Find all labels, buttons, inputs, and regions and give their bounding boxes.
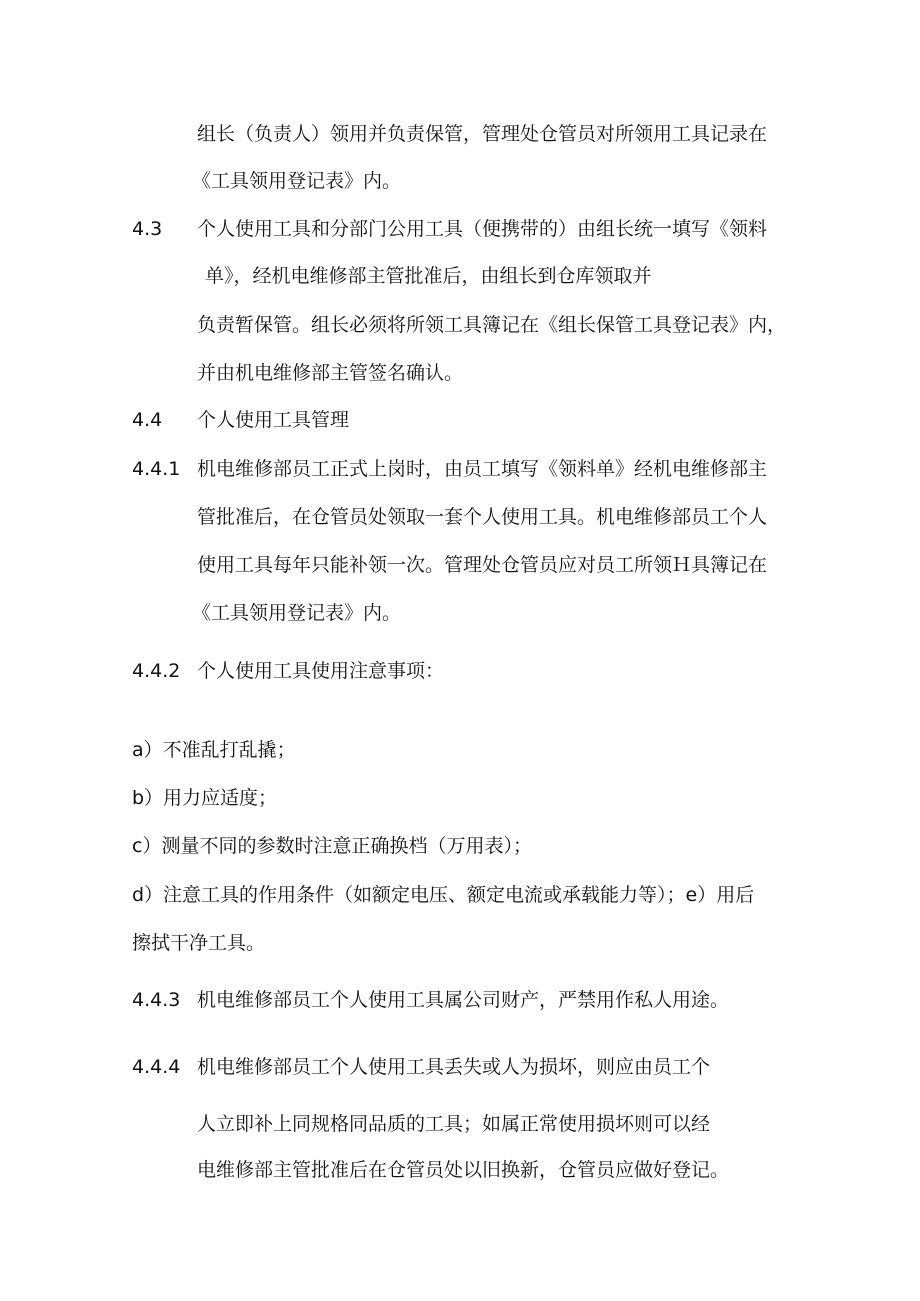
section-number: 4.4.3 (132, 989, 181, 1011)
para-line: 单》，经机电维修部主管批准后，由组长到仓库领取并 (205, 265, 652, 287)
list-item: a）不准乱打乱撬； (132, 739, 296, 761)
section-number: 4.3 (132, 218, 163, 240)
para-line: 机电维修部员工正式上岗时，由员工填写《领料单》经机电维修部主 (197, 458, 768, 480)
para-line: 使用工具每年只能补领一次。管理处仓管员应对员工所领Ｈ具簿记在 (197, 554, 768, 576)
section-title: 个人使用工具管理 (197, 409, 350, 431)
para-line: 电维修部主管批准后在仓管员处以旧换新，仓管员应做好登记。 (197, 1159, 730, 1181)
para-line: 机电维修部员工个人使用工具属公司财产，严禁用作私人用途。 (197, 989, 730, 1011)
section-number: 4.4.1 (132, 458, 181, 480)
para-line: 《工具领用登记表》内。 (192, 602, 402, 624)
section-number: 4.4 (132, 409, 163, 431)
para-line: 组长（负责人）领用并负责保管，管理处仓管员对所领用工具记录在 (197, 123, 768, 145)
list-item: 擦拭干净工具。 (132, 932, 266, 954)
para-line: 并由机电维修部主管签名确认。 (197, 362, 464, 384)
section-number: 4.4.4 (132, 1056, 181, 1078)
para-line: 管批准后，在仓管员处领取一套个人使用工具。机电维修部员工个人 (197, 506, 768, 528)
section-title: 个人使用工具使用注意事项： (197, 660, 445, 682)
list-item: c）测量不同的参数时注意正确换档（万用表）； (132, 835, 532, 857)
para-line: 个人使用工具和分部门公用工具（便携带的）由组长统一填写《领料 (197, 218, 768, 240)
para-line: 《工具领用登记表》内。 (192, 170, 402, 192)
list-item: d）注意工具的作用条件（如额定电压、额定电流或承载能力等）；e）用后 (132, 884, 755, 906)
para-line: 负责暂保管。组长必须将所领工具簿记在《组长保管工具登记表》内， (197, 314, 787, 336)
para-line: 人立即补上同规格同品质的工具；如属正常使用损坏则可以经 (197, 1113, 711, 1135)
para-line: 机电维修部员工个人使用工具丢失或人为损坏，则应由员工个 (197, 1056, 711, 1078)
list-item: b）用力应适度； (132, 787, 278, 809)
section-number: 4.4.2 (132, 660, 181, 682)
